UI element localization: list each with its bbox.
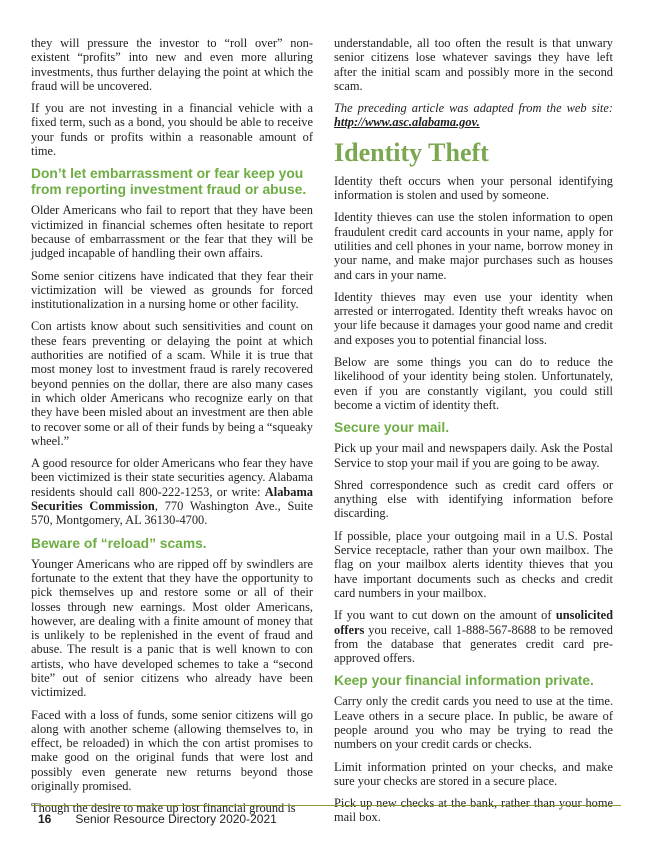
article-source-link[interactable]: http://www.asc.alabama.gov. <box>334 115 480 130</box>
paragraph <box>334 608 613 665</box>
paragraph: Identity thieves may even use your identity when arrested or interrogated. Identity theft wreaks havoc on your life because it damages your good name and credit and exposes you to potential financial loss. <box>334 289 613 347</box>
page-number: 16 <box>38 812 52 826</box>
paragraph: Though the desire to make up lost financial ground is <box>31 801 296 816</box>
text-run: If you want to cut down on the amount of <box>334 608 556 623</box>
paragraph: If possible, place your outgoing mail in a U.S. Postal Service receptacle, rather than your own mailbox. The flag on your mailbox alerts identity thieves that you have important documents such as checks and credit card numbers in your mailbox. <box>334 528 613 600</box>
paragraph: Pick up your mail and newspapers daily. Ask the Postal Service to stop your mail if you are going to be away. <box>334 441 613 470</box>
paragraph: Pick up new checks at the bank, rather than your home mail box. <box>334 796 613 825</box>
section-heading-keep-financial-info-private: Keep your financial information private. <box>334 673 594 689</box>
section-heading-secure-your-mail: Secure your mail. <box>334 420 450 436</box>
right-column <box>334 36 613 825</box>
paragraph: Younger Americans who are ripped off by swindlers are fortunate to the extent that they have the opportunity to pick themselves up and restore some or all of their losses through new earnings. Most older Americans, however, are dealing with a finite amount of money that is unlikely to be replenished in the event of fraud and abuse. The result is a panic that is well known to con artists, who have developed schemes to take a “second bite” out of senior citizens who already have been victimized. <box>31 556 313 700</box>
paragraph: understandable, all too often the result is that unwary senior citizens lose whatever savings they have left after the initial scam and possibly more in the second scam. <box>334 36 613 93</box>
identity-theft-heading: Identity Theft <box>334 137 489 167</box>
section-heading-dont-let-embarrassment: Don’t let embarrassment or fear keep you from reporting investment fraud or abuse. <box>31 166 307 198</box>
paragraph <box>31 456 313 527</box>
text-run: , 770 Washington Ave., Suite 570, Montgomery, AL 36130-4700. <box>31 499 313 528</box>
footer-title: Senior Resource Directory 2020-2021 <box>75 812 277 826</box>
footer-rule <box>31 805 621 806</box>
unsolicited-offers-bold: unsolicited offers <box>334 608 613 637</box>
paragraph: Carry only the credit cards you need to use at the time. Leave others in a secure place. In public, be aware of people around you who may be trying to read the numbers on your credit cards or checks. <box>334 694 613 752</box>
paragraph: Older Americans who fail to report that they have been victimized in financial schemes often hesitate to report because of embarrassment or the fear that they will be judged incapable of handling their own affairs. <box>31 203 313 261</box>
text-run: A good resource for older Americans who fear they have been victimized is their state securities agency. Alabama residents should call 800-222-1253, or write: <box>31 456 313 499</box>
paragraph: Limit information printed on your checks, and make sure your checks are stored in a secure place. <box>334 759 613 788</box>
left-column <box>31 36 313 816</box>
paragraph: If you are not investing in a financial vehicle with a fixed term, such as a bond, you should be able to receive your funds or profits within a reasonable amount of time. <box>31 101 313 159</box>
page-footer <box>38 812 277 826</box>
org-name-bold: Alabama Securities Commission <box>31 484 313 514</box>
paragraph: Below are some things you can do to reduce the likelihood of your identity being stolen. Unfortunately, even if you are constantly vigilant, you could still become a victim of identity theft. <box>334 355 613 412</box>
paragraph: Shred correspondence such as credit card offers or anything else with identifying information before discarding. <box>334 477 613 521</box>
paragraph: Con artists know about such sensitivities and count on these fears preventing or delaying the point at which authorities are notified of a scam. While it is true that most money lost to investment fraud is rarely recovered beyond pennies on the dollar, there are also many cases in which older Americans who recognize early on that they have been misled about an investment are then able to recover some or all of their funds by being a “squeaky wheel.” <box>31 319 313 448</box>
section-heading-beware-reload-scams: Beware of “reload” scams. <box>31 535 207 551</box>
article-attribution <box>334 101 613 130</box>
paragraph: Identity theft occurs when your personal identifying information is stolen and used by someone. <box>334 173 613 203</box>
paragraph: Some senior citizens have indicated that they fear their victimization will be viewed as grounds for forced institutionalization in a nursing home or other facility. <box>31 268 313 312</box>
paragraph: Faced with a loss of funds, some senior citizens will go along with another scheme (allowing themselves to, in effect, be reloaded) in which the con artist promises to make good on the original funds that were lost and possibly even generate new returns beyond those originally promised. <box>31 707 313 794</box>
text-run: you receive, call 1-888-567-8688 to be removed from the database that generates credit card pre-approved offers. <box>334 622 613 666</box>
text-run: The preceding article was adapted from the web site: <box>334 101 613 116</box>
paragraph: Identity thieves can use the stolen information to open fraudulent credit card accounts in your name, apply for utilities and cell phones in your name, borrow money in your name, and make major purchases such as houses and cars in your name. <box>334 210 613 282</box>
paragraph: they will pressure the investor to “roll over” non-existent “profits” into new and even more alluring investments, thus further delaying the point at which the fraud will be uncovered. <box>31 36 313 93</box>
